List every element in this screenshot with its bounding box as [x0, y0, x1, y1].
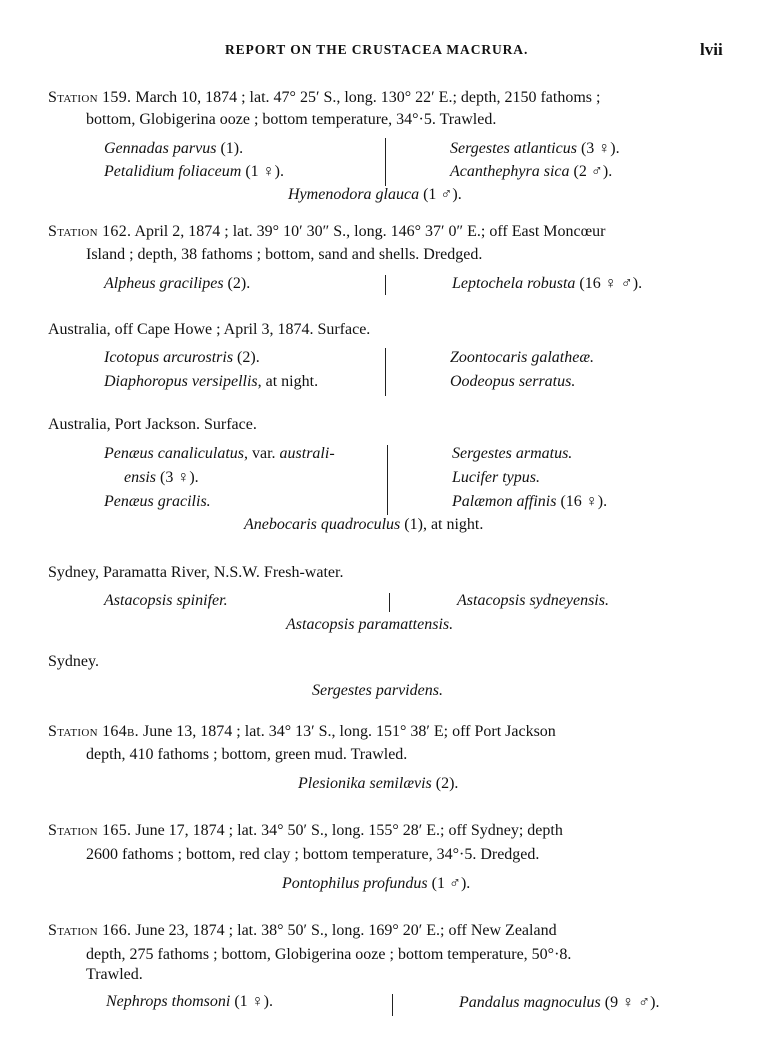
station-label: Station 159. [48, 89, 132, 106]
page-header [0, 42, 776, 62]
entry-text: June 23, 1874 ; lat. 38° 50′ S., long. 169° 20′ E.; off New Zealand [135, 922, 557, 939]
entry-line-2: 2600 fathoms ; bottom, red clay ; bottom temperature, 34°·5. Dredged. [86, 846, 540, 863]
column-divider [385, 138, 386, 186]
station-label: Station 165. [48, 822, 132, 839]
species-right-1: Zoontocaris galatheæ. [450, 349, 595, 366]
species-left-1: Alpheus gracilipes (2). [104, 275, 251, 292]
species-center: Plesionika semilævis (2). [298, 775, 459, 792]
entry-text: June 17, 1874 ; lat. 34° 50′ S., long. 155° 28′ E.; off Sydney; depth [135, 822, 563, 839]
column-divider [389, 593, 390, 612]
entry-line-1 [48, 222, 606, 242]
species-right-2: Acanthephyra sica (2 ♂). [450, 163, 613, 180]
column-divider [385, 275, 386, 295]
species-center: Sergestes parvidens. [312, 682, 443, 699]
species-right-1: Sergestes atlanticus (3 ♀). [450, 140, 620, 157]
species-left-1: Penæus canaliculatus, var. australi- [104, 445, 335, 462]
species-left-1: Astacopsis spinifer. [104, 592, 228, 609]
entry-line-2: Island ; depth, 38 fathoms ; bottom, sand and shells. Dredged. [86, 246, 483, 263]
entry-text: March 10, 1874 ; lat. 47° 25′ S., long. 130° 22′ E.; depth, 2150 fathoms ; [135, 89, 601, 106]
species-right-1: Astacopsis sydneyensis. [457, 592, 609, 609]
species-left-2: Diaphoropus versipellis, at night. [104, 373, 319, 390]
species-center: Hymenodora glauca (1 ♂). [288, 186, 462, 203]
species-center: Anebocaris quadroculus (1), at night. [244, 516, 484, 533]
species-left-2: Petalidium foliaceum (1 ♀). [104, 163, 284, 180]
entry-line-1 [48, 821, 563, 841]
species-left-2: ensis (3 ♀). [124, 469, 199, 486]
entry-line-1 [48, 88, 600, 108]
entry-line-1: Australia, off Cape Howe ; April 3, 1874. Surface. [48, 321, 371, 338]
entry-line-2: depth, 410 fathoms ; bottom, green mud. Trawled. [86, 746, 408, 763]
entry-line-1: Sydney. [48, 653, 99, 670]
station-label: Station 166. [48, 922, 132, 939]
station-label: Station 162. [48, 223, 132, 240]
species-right-3: Palæmon affinis (16 ♀). [452, 493, 608, 510]
column-divider [387, 445, 388, 515]
species-left-1: Icotopus arcurostris (2). [104, 349, 260, 366]
entry-line-3: Trawled. [86, 966, 143, 983]
entry-line-2: bottom, Globigerina ooze ; bottom temperature, 34°·5. Trawled. [86, 111, 497, 128]
entry-line-1 [48, 921, 557, 941]
species-left-1: Gennadas parvus (1). [104, 140, 244, 157]
entry-text: April 2, 1874 ; lat. 39° 10′ 30″ S., long. 146° 37′ 0″ E.; off East Moncœur [134, 223, 606, 240]
entry-line-1: Sydney, Paramatta River, N.S.W. Fresh-water. [48, 564, 344, 581]
column-divider [392, 994, 393, 1016]
species-center: Pontophilus profundus (1 ♂). [282, 875, 471, 892]
species-left-3: Penæus gracilis. [104, 493, 211, 510]
page-number: lvii [700, 40, 723, 59]
column-divider [385, 348, 386, 396]
species-right-2: Lucifer typus. [452, 469, 540, 486]
species-right-1: Sergestes armatus. [452, 445, 573, 462]
species-center: Astacopsis paramattensis. [286, 616, 454, 633]
entry-line-2: depth, 275 fathoms ; bottom, Globigerina ooze ; bottom temperature, 50°·8. [86, 946, 572, 963]
species-left-1: Nephrops thomsoni (1 ♀). [106, 993, 273, 1010]
station-label: Station 164b. [48, 723, 139, 740]
entry-line-1: Australia, Port Jackson. Surface. [48, 416, 257, 433]
species-right-2: Oodeopus serratus. [450, 373, 576, 390]
species-right-1: Pandalus magnoculus (9 ♀ ♂). [459, 994, 660, 1011]
entry-line-1 [48, 722, 556, 742]
species-right-1: Leptochela robusta (16 ♀ ♂). [452, 275, 643, 292]
entry-text: June 13, 1874 ; lat. 34° 13′ S., long. 151° 38′ E; off Port Jackson [142, 723, 556, 740]
running-title: REPORT ON THE CRUSTACEA MACRURA. [225, 42, 529, 57]
